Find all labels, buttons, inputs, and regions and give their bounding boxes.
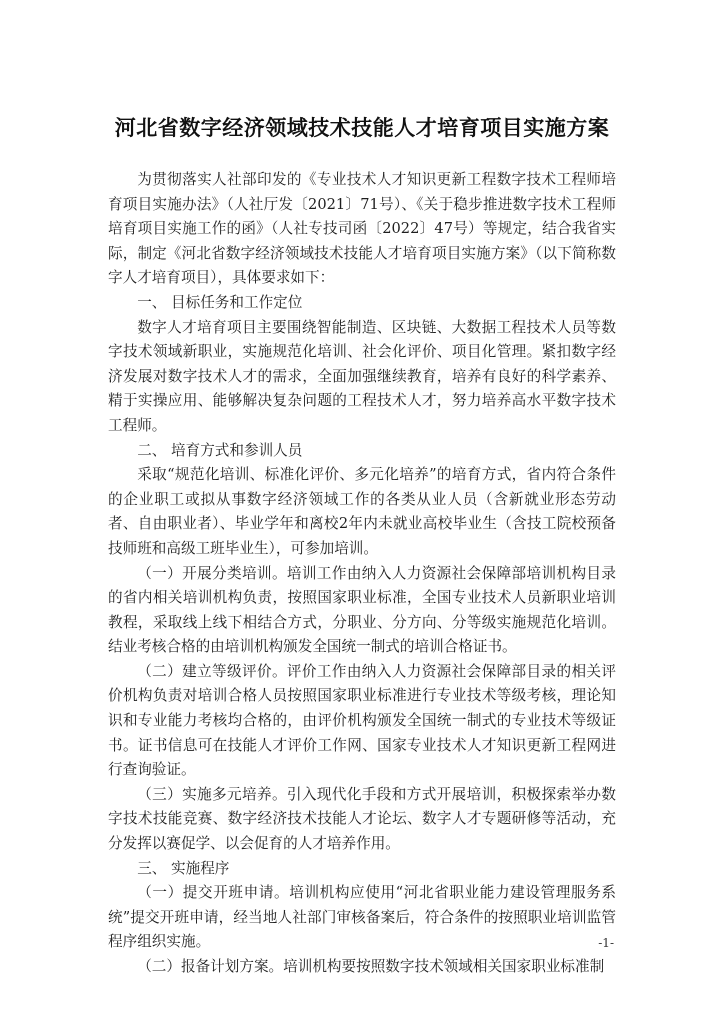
section-heading-2: 二、 培育方式和参训人员 bbox=[137, 441, 303, 459]
paragraph-training: （一）开展分类培训。培训工作由纳入人力资源社会保障部培训机构目录的省内相关培训机构负责，按照国家职业标准，全国专业技术人员新职业培训教程，采取线上线下相结合方式，分职业、分方向、分等级实施规范化培训。结业考核合格的由培训机构颁发全国统一制式的培训合格证书。 bbox=[108, 564, 616, 656]
paragraph-cultivation: （三）实施多元培养。引入现代化手段和方式开展培训，积极探索举办数字技术技能竞赛、数字经济技术技能人才论坛、数字人才专题研修等活动，充分发挥以赛促学、以会促育的人才培养作用。 bbox=[108, 785, 616, 853]
paragraph-section-2: 采取“规范化培训、标准化评价、多元化培养”的培育方式，省内符合条件的企业职工或拟从事数字经济领域工作的各类从业人员（含新就业形态劳动者、自由职业者）、毕业学年和离校2年内未就业高校毕业生（含技工院校预备技师班和高级工班毕业生），可参加培训。 bbox=[108, 466, 616, 557]
paragraph-application: （一）提交开班申请。培训机构应使用“河北省职业能力建设管理服务系统”提交开班申请，经当地人社部门审核备案后，符合条件的按照职业培训监管程序组织实施。 bbox=[108, 884, 616, 951]
paragraph-section-1: 数字人才培育项目主要围绕智能制造、区块链、大数据工程技术人员等数字技术领域新职业，实施规范化培训、社会化评价、项目化管理。紧扣数字经济发展对数字技术人才的需求，全面加强继续教育，培养有良好的科学素养、精于实操应用、能够解决复杂问题的工程技术人才，努力培养高水平数字技术工程师。 bbox=[108, 318, 616, 434]
section-heading-3: 三、 实施程序 bbox=[137, 859, 230, 877]
paragraph-evaluation: （二）建立等级评价。评价工作由纳入人力资源社会保障部目录的相关评价机构负责对培训合格人员按照国家职业标准进行专业技术等级考核，理论知识和专业能力考核均合格的，由评价机构颁发全国统一制式的专业技术等级证书。证书信息可在技能人才评价工作网、国家专业技术人才知识更新工程网进行查询验证。 bbox=[108, 662, 616, 779]
paragraph-plan: （二）报备计划方案。培训机构要按照数字技术领域相关国家职业标准制 bbox=[137, 958, 605, 975]
page-number: -1- bbox=[598, 936, 614, 950]
document-body bbox=[108, 168, 616, 980]
section-heading-1: 一、 目标任务和工作定位 bbox=[137, 293, 303, 311]
document-title: 河北省数字经济领域技术技能人才培育项目实施方案 bbox=[114, 116, 610, 140]
paragraph-intro: 为贯彻落实人社部印发的《专业技术人才知识更新工程数字技术工程师培育项目实施办法》（人社厅发〔2021〕71号）、《关于稳步推进数字技术工程师培育项目实施工作的函》（人社专技司函〔2022〕47号）等规定，结合我省实际，制定《河北省数字经济领域技术技能人才培育项目实施方案》（以下简称数字人才培育项目），具体要求如下： bbox=[108, 171, 616, 287]
